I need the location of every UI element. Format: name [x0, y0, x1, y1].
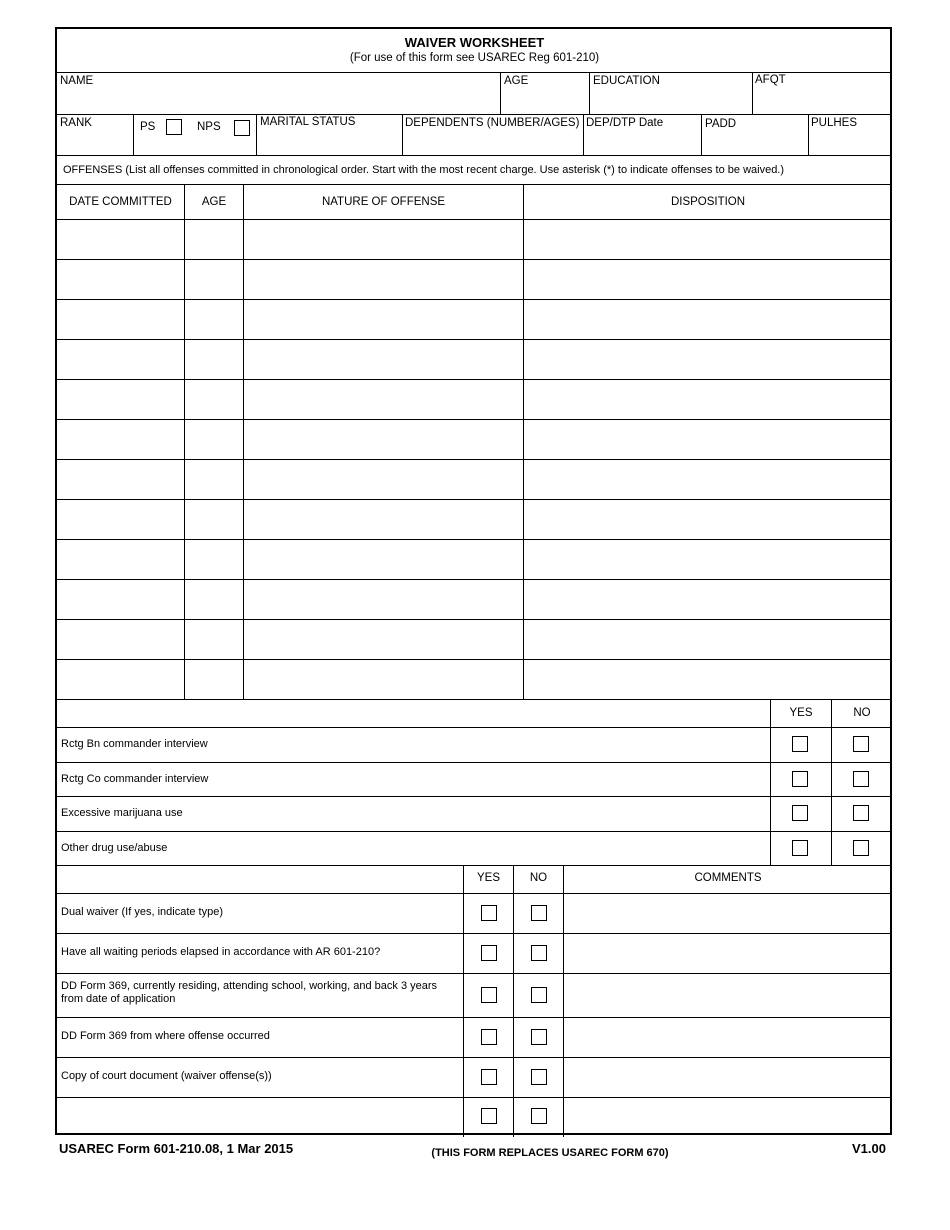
rank-label: RANK [60, 117, 92, 129]
date-committed-cell[interactable] [57, 340, 184, 379]
disposition-cell[interactable] [524, 300, 892, 339]
padd-label: PADD [705, 118, 737, 130]
disposition-cell[interactable] [524, 500, 892, 539]
no-checkbox[interactable] [531, 1069, 547, 1085]
disposition-cell[interactable] [524, 380, 892, 419]
table-row [57, 260, 892, 299]
nature-of-offense-cell[interactable] [244, 540, 523, 579]
table-row [57, 300, 892, 339]
date-committed-cell[interactable] [57, 460, 184, 499]
dependents-field[interactable] [403, 115, 583, 155]
dependents-label: DEPENDENTS (NUMBER/AGES) [405, 117, 580, 129]
date-committed-cell[interactable] [57, 660, 184, 699]
age-cell[interactable] [185, 460, 243, 499]
table-row [57, 620, 892, 659]
disposition-cell[interactable] [524, 580, 892, 619]
age-cell[interactable] [185, 260, 243, 299]
interview-label: Rctg Bn commander interview [61, 738, 208, 750]
disposition-cell[interactable] [524, 460, 892, 499]
checklist-label: DD Form 369 from where offense occurred [61, 1030, 270, 1042]
table-row [57, 500, 892, 539]
checklist-yes-header: YES [476, 872, 500, 884]
age-cell[interactable] [185, 620, 243, 659]
education-label: EDUCATION [593, 75, 660, 87]
offenses-instructions: OFFENSES (List all offenses committed in chronological order. Start with the most recent charge. Use asterisk (*) to indicate offenses to be waived.) [63, 164, 785, 176]
form-id: USAREC Form 601-210.08, 1 Mar 2015 [59, 1141, 294, 1156]
comments-field[interactable] [564, 1017, 892, 1057]
disposition-cell[interactable] [524, 260, 892, 299]
interview-label: Excessive marijuana use [61, 807, 183, 819]
age-cell[interactable] [185, 380, 243, 419]
disposition-cell[interactable] [524, 420, 892, 459]
checklist-label: Dual waiver (If yes, indicate type) [61, 906, 224, 918]
disposition-cell[interactable] [524, 660, 892, 699]
form-title: WAIVER WORKSHEET [404, 35, 545, 50]
column-header-nature-of-offense: NATURE OF OFFENSE [321, 196, 446, 208]
checklist-no-header: NO [529, 872, 548, 884]
checklist-row [57, 973, 892, 1017]
comments-field[interactable] [564, 893, 892, 933]
yes-checkbox[interactable] [481, 987, 497, 1003]
padd-field[interactable] [702, 115, 808, 155]
marital-status-field[interactable] [257, 115, 402, 155]
table-row [57, 340, 892, 379]
disposition-cell[interactable] [524, 540, 892, 579]
no-checkbox[interactable] [531, 1108, 547, 1124]
form-subtitle: (For use of this form see USAREC Reg 601-210) [349, 52, 600, 64]
checklist-label: DD Form 369, currently residing, attending school, working, and back 3 years from date of application [61, 980, 438, 1005]
age-field[interactable] [501, 73, 589, 114]
yes-checkbox[interactable] [481, 1069, 497, 1085]
comments-field[interactable] [564, 1097, 892, 1135]
afqt-label: AFQT [755, 74, 786, 86]
interview-row [57, 762, 892, 796]
table-row [57, 420, 892, 459]
age-cell[interactable] [185, 580, 243, 619]
yes-checkbox[interactable] [481, 1029, 497, 1045]
name-field[interactable] [57, 73, 500, 114]
divider [57, 865, 892, 866]
nature-of-offense-cell[interactable] [244, 460, 523, 499]
age-cell[interactable] [185, 500, 243, 539]
nature-of-offense-cell[interactable] [244, 340, 523, 379]
nature-of-offense-cell[interactable] [244, 500, 523, 539]
checklist-row [57, 1097, 892, 1135]
ps-checkbox[interactable] [166, 119, 182, 135]
age-label: AGE [504, 75, 529, 87]
no-checkbox[interactable] [853, 840, 869, 856]
no-checkbox[interactable] [853, 805, 869, 821]
table-row [57, 660, 892, 699]
yes-checkbox[interactable] [481, 1108, 497, 1124]
disposition-cell[interactable] [524, 340, 892, 379]
table-row [57, 540, 892, 579]
no-checkbox[interactable] [531, 987, 547, 1003]
date-committed-cell[interactable] [57, 220, 184, 259]
rank-field[interactable] [57, 115, 133, 155]
ps-label: PS [140, 121, 156, 133]
yes-checkbox[interactable] [792, 805, 808, 821]
interviews-no-header: NO [853, 707, 871, 719]
age-cell[interactable] [185, 340, 243, 379]
education-field[interactable] [590, 73, 752, 114]
pulhes-label: PULHES [811, 117, 858, 129]
nps-checkbox[interactable] [234, 120, 250, 136]
divider [57, 184, 892, 185]
table-row [57, 460, 892, 499]
checklist-row [57, 1017, 892, 1057]
divider [57, 155, 892, 156]
age-cell[interactable] [185, 420, 243, 459]
column-header-date-committed: DATE COMMITTED [69, 196, 172, 208]
form-version: V1.00 [852, 1141, 886, 1156]
age-cell[interactable] [185, 540, 243, 579]
divider [57, 699, 892, 700]
age-cell[interactable] [185, 660, 243, 699]
nps-label: NPS [197, 121, 221, 133]
column-header-disposition: DISPOSITION [670, 196, 746, 208]
waiver-worksheet-form [55, 27, 892, 1135]
age-cell[interactable] [185, 300, 243, 339]
pulhes-field[interactable] [809, 115, 892, 155]
yes-checkbox[interactable] [481, 905, 497, 921]
yes-checkbox[interactable] [481, 945, 497, 961]
dep-dtp-date-label: DEP/DTP Date [586, 117, 664, 129]
comments-field[interactable] [564, 973, 892, 1017]
nature-of-offense-cell[interactable] [244, 220, 523, 259]
no-checkbox[interactable] [531, 945, 547, 961]
divider [133, 114, 134, 155]
date-committed-cell[interactable] [57, 300, 184, 339]
interviews-yes-header: YES [789, 707, 813, 719]
yes-checkbox[interactable] [792, 736, 808, 752]
checklist-row [57, 1057, 892, 1097]
comments-header: COMMENTS [694, 872, 762, 884]
date-committed-cell[interactable] [57, 380, 184, 419]
disposition-cell[interactable] [524, 620, 892, 659]
yes-checkbox[interactable] [792, 771, 808, 787]
nature-of-offense-cell[interactable] [244, 260, 523, 299]
table-row [57, 380, 892, 419]
name-label: NAME [60, 75, 94, 87]
interview-row [57, 831, 892, 865]
checklist-label: Have all waiting periods elapsed in accordance with AR 601-210? [61, 946, 381, 958]
marital-status-label: MARITAL STATUS [260, 116, 356, 128]
dep-dtp-date-field[interactable] [584, 115, 701, 155]
interview-row [57, 796, 892, 830]
interview-label: Other drug use/abuse [61, 841, 168, 854]
date-committed-cell[interactable] [57, 260, 184, 299]
nature-of-offense-cell[interactable] [244, 660, 523, 699]
nature-of-offense-cell[interactable] [244, 300, 523, 339]
date-committed-cell[interactable] [57, 620, 184, 659]
no-checkbox[interactable] [531, 1029, 547, 1045]
comments-field[interactable] [564, 1057, 892, 1097]
comments-field[interactable] [564, 933, 892, 973]
date-committed-cell[interactable] [57, 580, 184, 619]
nature-of-offense-cell[interactable] [244, 420, 523, 459]
nature-of-offense-cell[interactable] [244, 620, 523, 659]
interview-label: Rctg Co commander interview [61, 772, 209, 785]
nature-of-offense-cell[interactable] [244, 380, 523, 419]
table-row [57, 580, 892, 619]
date-committed-cell[interactable] [57, 540, 184, 579]
form-replaces-note: (THIS FORM REPLACES USAREC FORM 670) [431, 1147, 669, 1159]
date-committed-cell[interactable] [57, 420, 184, 459]
disposition-cell[interactable] [524, 220, 892, 259]
column-header-age: AGE [201, 196, 227, 208]
age-cell[interactable] [185, 220, 243, 259]
date-committed-cell[interactable] [57, 500, 184, 539]
no-checkbox[interactable] [531, 905, 547, 921]
interview-row [57, 727, 892, 761]
checklist-row [57, 893, 892, 933]
no-checkbox[interactable] [853, 736, 869, 752]
afqt-field[interactable] [753, 73, 892, 114]
checklist-row [57, 933, 892, 973]
no-checkbox[interactable] [853, 771, 869, 787]
yes-checkbox[interactable] [792, 840, 808, 856]
nature-of-offense-cell[interactable] [244, 580, 523, 619]
table-row [57, 220, 892, 259]
checklist-label: Copy of court document (waiver offense(s)) [61, 1070, 272, 1082]
